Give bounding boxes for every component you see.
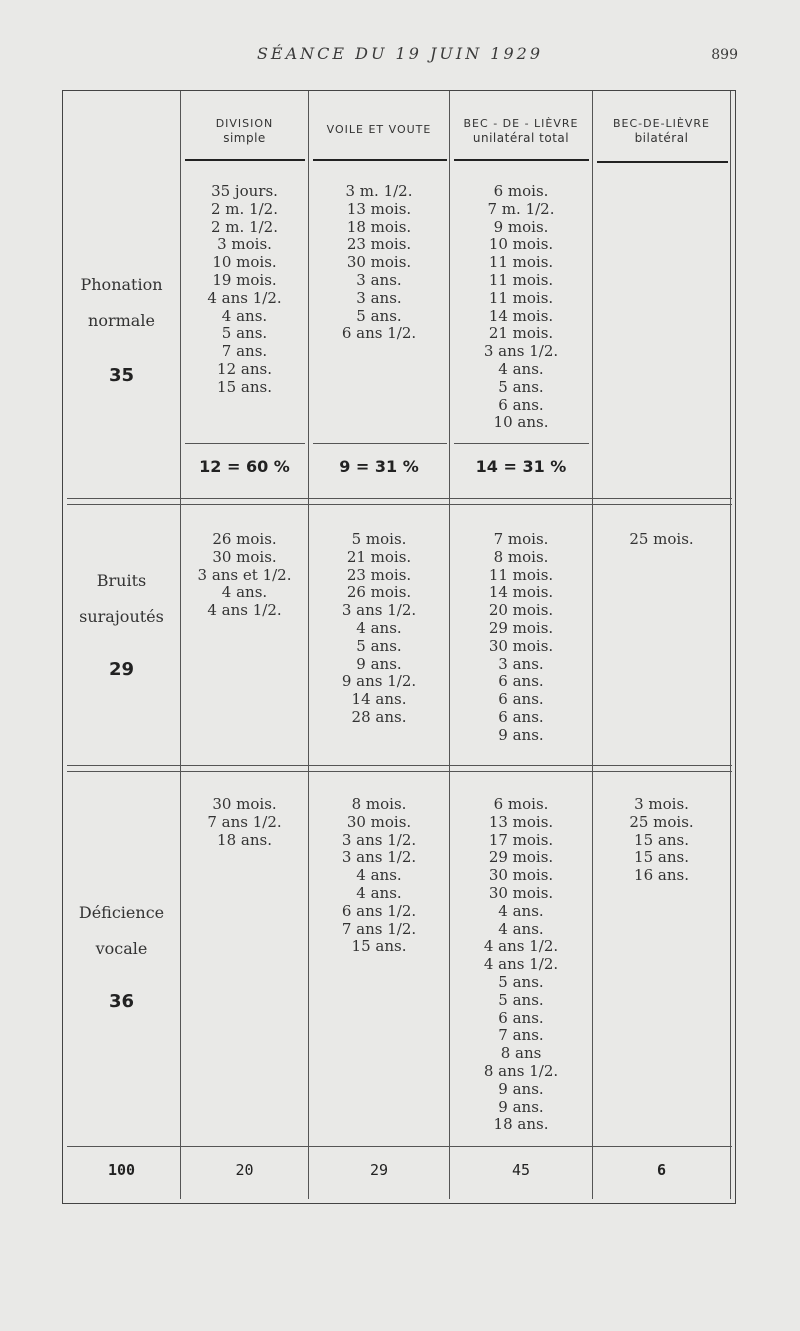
list-item: 30 mois. <box>488 883 554 902</box>
list-item: 15 ans. <box>351 937 407 956</box>
list-item: 4 ans. <box>498 919 544 938</box>
list-item: 5 mois. <box>351 530 407 548</box>
summary-rule <box>454 443 589 444</box>
list-item: 5 ans. <box>498 972 544 991</box>
list-item: 9 ans. <box>356 654 402 673</box>
header-rule <box>597 161 728 163</box>
list-item: 3 mois. <box>217 235 272 254</box>
column-header-line2: bilatéral <box>634 131 689 145</box>
page-header <box>0 44 800 68</box>
list-item: 17 mois. <box>488 830 554 849</box>
list-item: 7 ans. <box>221 342 268 361</box>
group-count-phonation: 35 <box>108 365 135 386</box>
total-bilateral: 6 <box>656 1161 667 1179</box>
list-item: 4 ans 1/2. <box>483 937 559 956</box>
list-item: 14 mois. <box>488 306 554 325</box>
list-item: 20 mois. <box>488 601 554 620</box>
cell-deficience-bilateral <box>593 796 730 885</box>
list-item: 3 ans. <box>356 288 402 307</box>
column-header-unilateral <box>450 117 592 145</box>
list-item: 26 mois. <box>212 530 277 548</box>
data-table <box>62 90 736 1204</box>
column-header-voile <box>309 123 449 137</box>
list-item: 12 ans. <box>217 359 272 378</box>
list-item: 7 mois. <box>493 530 549 548</box>
list-item: 9 ans. <box>498 1097 544 1116</box>
list-item: 2 m. 1/2. <box>211 217 278 236</box>
list-item: 3 ans 1/2. <box>341 601 417 620</box>
list-item: 5 ans. <box>221 324 268 343</box>
cell-phonation-unilateral <box>450 183 592 432</box>
column-header-line2: simple <box>223 131 266 145</box>
list-item: 13 mois. <box>488 812 554 831</box>
list-item: 3 ans 1/2. <box>483 342 559 361</box>
group-label-line2: surajoutés <box>79 607 164 626</box>
list-item: 11 mois. <box>488 288 554 307</box>
list-item: 11 mois. <box>488 253 554 272</box>
cell-deficience-voile <box>309 796 449 956</box>
group-separator <box>67 498 732 499</box>
list-item: 4 ans. <box>498 901 544 920</box>
list-item: 23 mois. <box>346 235 412 254</box>
list-item: 4 ans 1/2. <box>207 601 282 620</box>
column-divider <box>592 91 593 1199</box>
list-item: 18 ans. <box>217 830 272 849</box>
list-item: 8 ans 1/2. <box>483 1061 559 1080</box>
list-item: 7 ans. <box>498 1026 544 1045</box>
column-header-line1: VOILE ET VOUTE <box>326 123 432 136</box>
list-item: 9 mois. <box>493 217 549 236</box>
list-item: 6 ans 1/2. <box>341 901 417 920</box>
list-item: 6 ans 1/2. <box>341 324 417 343</box>
list-item: 30 mois. <box>212 547 277 566</box>
total-all: 100 <box>107 1161 136 1179</box>
group-count-bruits: 29 <box>108 659 135 680</box>
list-item: 6 ans. <box>498 690 544 709</box>
list-item: 10 ans. <box>493 413 549 432</box>
list-item: 15 ans. <box>634 848 689 867</box>
list-item: 8 mois. <box>351 795 407 813</box>
list-item: 6 ans. <box>498 395 544 414</box>
summary-voile: 9 = 31 % <box>339 457 419 476</box>
list-item: 35 jours. <box>211 182 278 200</box>
list-item: 7 ans 1/2. <box>207 812 282 831</box>
column-header-division <box>181 117 308 145</box>
cell-phonation-voile <box>309 183 449 343</box>
list-item: 30 mois. <box>488 636 554 655</box>
list-item: 4 ans 1/2. <box>483 955 559 974</box>
cell-bruits-unilateral <box>450 531 592 745</box>
group-label-line1: Phonation <box>80 275 163 294</box>
list-item: 9 ans. <box>498 725 544 744</box>
list-item: 4 ans. <box>221 583 268 602</box>
group-label-line2: vocale <box>95 939 148 958</box>
running-head: SÉANCE DU 19 JUIN 1929 <box>256 44 544 63</box>
summary-unilateral: 14 = 31 % <box>475 457 567 476</box>
list-item: 15 ans. <box>634 830 689 849</box>
list-item: 4 ans. <box>356 866 402 885</box>
list-item: 7 m. 1/2. <box>487 199 555 218</box>
list-item: 29 mois. <box>488 848 554 867</box>
list-item: 5 ans. <box>498 990 544 1009</box>
list-item: 11 mois. <box>488 565 554 584</box>
list-item: 25 mois. <box>629 530 694 548</box>
group-label-line1: Bruits <box>96 571 147 590</box>
list-item: 6 ans. <box>498 707 544 726</box>
column-header-line2: unilatéral total <box>472 131 570 145</box>
group-separator <box>67 504 732 505</box>
list-item: 3 ans. <box>498 654 544 673</box>
list-item: 4 ans. <box>356 618 402 637</box>
column-header-line1: DIVISION <box>215 117 274 130</box>
column-header-bilateral <box>593 117 730 145</box>
column-divider <box>730 91 731 1199</box>
list-item: 15 ans. <box>217 377 272 396</box>
list-item: 3 ans. <box>356 270 402 289</box>
list-item: 5 ans. <box>356 636 402 655</box>
list-item: 7 ans 1/2. <box>341 919 417 938</box>
totals-rule <box>67 1146 732 1147</box>
list-item: 8 mois. <box>493 547 549 566</box>
list-item: 3 ans 1/2. <box>341 848 417 867</box>
header-rule <box>185 159 305 161</box>
list-item: 4 ans. <box>498 359 544 378</box>
list-item: 28 ans. <box>351 707 407 726</box>
cell-phonation-division <box>181 183 308 397</box>
list-item: 6 mois. <box>493 795 549 813</box>
group-label-line2: normale <box>88 311 155 330</box>
column-header-line1: BEC - DE - LIÈVRE <box>463 117 579 130</box>
list-item: 10 mois. <box>212 253 277 272</box>
cell-deficience-unilateral <box>450 796 592 1134</box>
list-item: 6 ans. <box>498 672 544 691</box>
list-item: 18 mois. <box>346 217 412 236</box>
page-number: 899 <box>711 47 738 63</box>
total-division: 20 <box>235 1161 254 1179</box>
group-separator <box>67 765 732 766</box>
list-item: 9 ans 1/2. <box>341 672 417 691</box>
list-item: 26 mois. <box>346 583 412 602</box>
group-label-deficience <box>63 895 180 967</box>
cell-bruits-voile <box>309 531 449 727</box>
list-item: 5 ans. <box>498 377 544 396</box>
group-count-deficience: 36 <box>108 991 135 1012</box>
list-item: 18 ans. <box>493 1115 549 1134</box>
list-item: 13 mois. <box>346 199 412 218</box>
list-item: 14 ans. <box>351 690 407 709</box>
list-item: 5 ans. <box>356 306 402 325</box>
list-item: 6 ans. <box>498 1008 544 1027</box>
list-item: 25 mois. <box>629 812 694 831</box>
cell-bruits-bilateral <box>593 531 730 549</box>
cell-bruits-division <box>181 531 308 620</box>
list-item: 29 mois. <box>488 618 554 637</box>
list-item: 11 mois. <box>488 270 554 289</box>
summary-division: 12 = 60 % <box>199 457 290 476</box>
list-item: 19 mois. <box>212 270 277 289</box>
list-item: 30 mois. <box>346 253 412 272</box>
list-item: 4 ans 1/2. <box>207 288 282 307</box>
list-item: 10 mois. <box>488 235 554 254</box>
header-rule <box>313 159 447 161</box>
list-item: 8 ans <box>500 1044 542 1063</box>
summary-rule <box>185 443 305 444</box>
header-rule <box>454 159 589 161</box>
summary-rule <box>313 443 447 444</box>
list-item: 2 m. 1/2. <box>211 199 278 218</box>
total-unilateral: 45 <box>511 1161 531 1179</box>
list-item: 21 mois. <box>346 547 412 566</box>
list-item: 30 mois. <box>488 866 554 885</box>
list-item: 4 ans. <box>356 883 402 902</box>
list-item: 3 m. 1/2. <box>345 182 413 200</box>
list-item: 6 mois. <box>493 182 549 200</box>
list-item: 3 ans 1/2. <box>341 830 417 849</box>
group-label-bruits <box>63 563 180 635</box>
cell-deficience-division <box>181 796 308 849</box>
group-label-phonation <box>63 267 180 339</box>
column-header-line1: BEC-DE-LIÈVRE <box>613 117 710 130</box>
list-item: 4 ans. <box>221 306 268 325</box>
list-item: 21 mois. <box>488 324 554 343</box>
group-label-line1: Déficience <box>78 903 165 922</box>
list-item: 30 mois. <box>346 812 412 831</box>
list-item: 30 mois. <box>212 795 277 813</box>
list-item: 23 mois. <box>346 565 412 584</box>
list-item: 3 mois. <box>634 795 689 813</box>
group-separator <box>67 771 732 772</box>
list-item: 14 mois. <box>488 583 554 602</box>
list-item: 3 ans et 1/2. <box>197 565 292 584</box>
list-item: 9 ans. <box>498 1079 544 1098</box>
total-voile: 29 <box>369 1161 389 1179</box>
list-item: 16 ans. <box>634 866 689 885</box>
